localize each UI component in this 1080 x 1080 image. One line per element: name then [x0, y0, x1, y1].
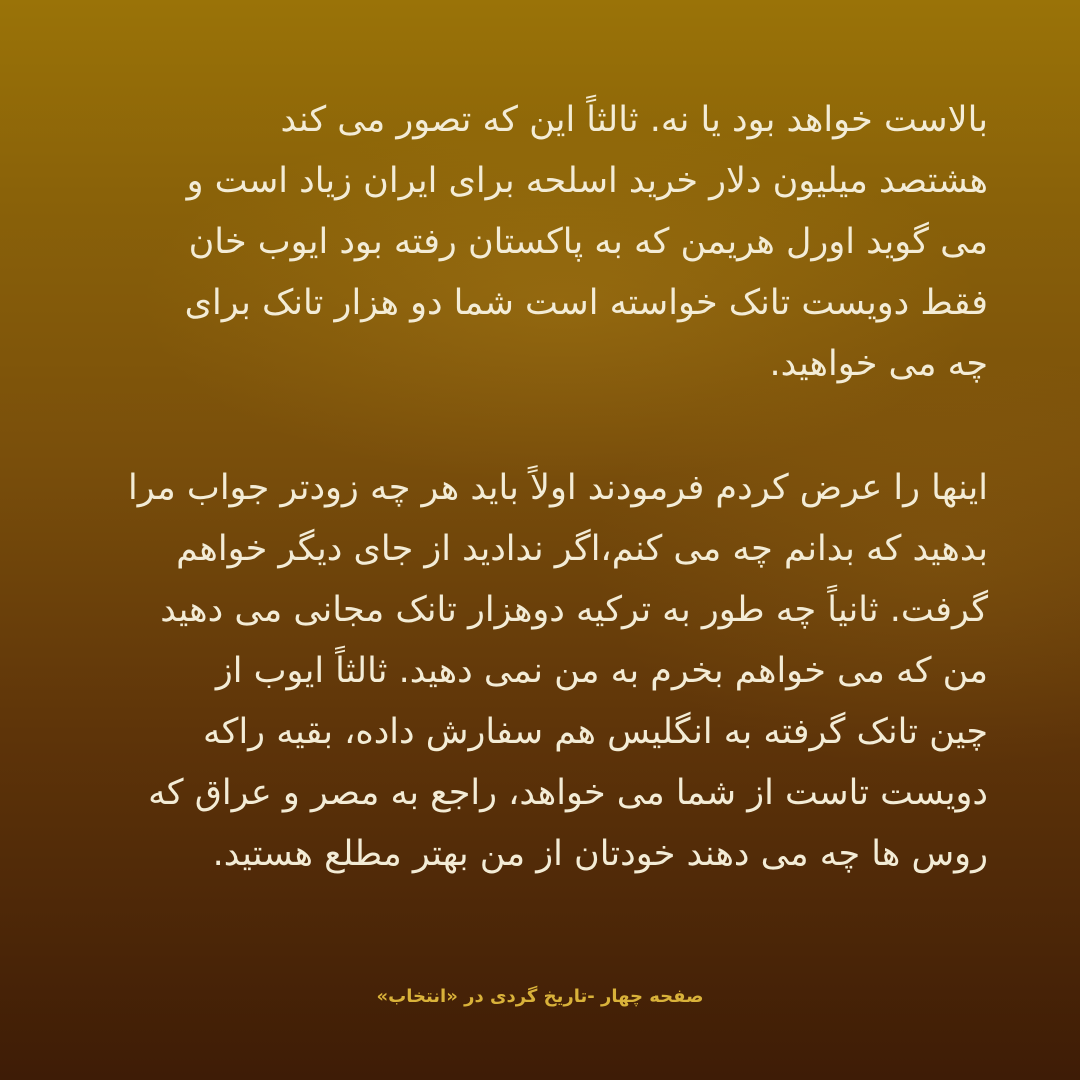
page-footer-caption: صفحه چهار -تاریخ گردی در «انتخاب»	[376, 986, 704, 1007]
paragraph-line: هشتصد میلیون دلار خرید اسلحه برای ایران زیاد است و	[186, 161, 988, 201]
paragraph-line: فقط دویست تانک خواسته است شما دو هزار تانک برای	[184, 283, 988, 323]
paragraph-line: گرفت. ثانیاً چه طور به ترکیه دوهزار تانک مجانی می دهید	[160, 590, 988, 630]
paragraph-line: روس ها چه می دهند خودتان از من بهتر مطلع هستید.	[212, 834, 988, 874]
paragraph-2	[98, 458, 988, 885]
paragraph-line: دویست تاست از شما می خواهد، راجع به مصر و عراق که	[148, 773, 988, 813]
paragraph-line: اینها را عرض کردم فرمودند اولاً باید هر چه زودتر جواب مرا	[127, 468, 988, 508]
paragraph-line: بالاست خواهد بود یا نه. ثالثاً این که تصور می کند	[280, 100, 988, 140]
paragraph-1	[98, 90, 988, 395]
paragraph-line: بدهید که بدانم چه می کنم،اگر ندادید از جای دیگر خواهم	[176, 529, 988, 569]
paragraph-line: من که می خواهم بخرم به من نمی دهید. ثالثاً ایوب از	[215, 651, 988, 691]
paragraph-line: چین تانک گرفته به انگلیس هم سفارش داده، بقیه راکه	[203, 712, 988, 752]
paragraph-line: می گوید اورل هریمن که به پاکستان رفته بود ایوب خان	[188, 222, 988, 262]
paragraph-line: چه می خواهید.	[769, 344, 988, 384]
